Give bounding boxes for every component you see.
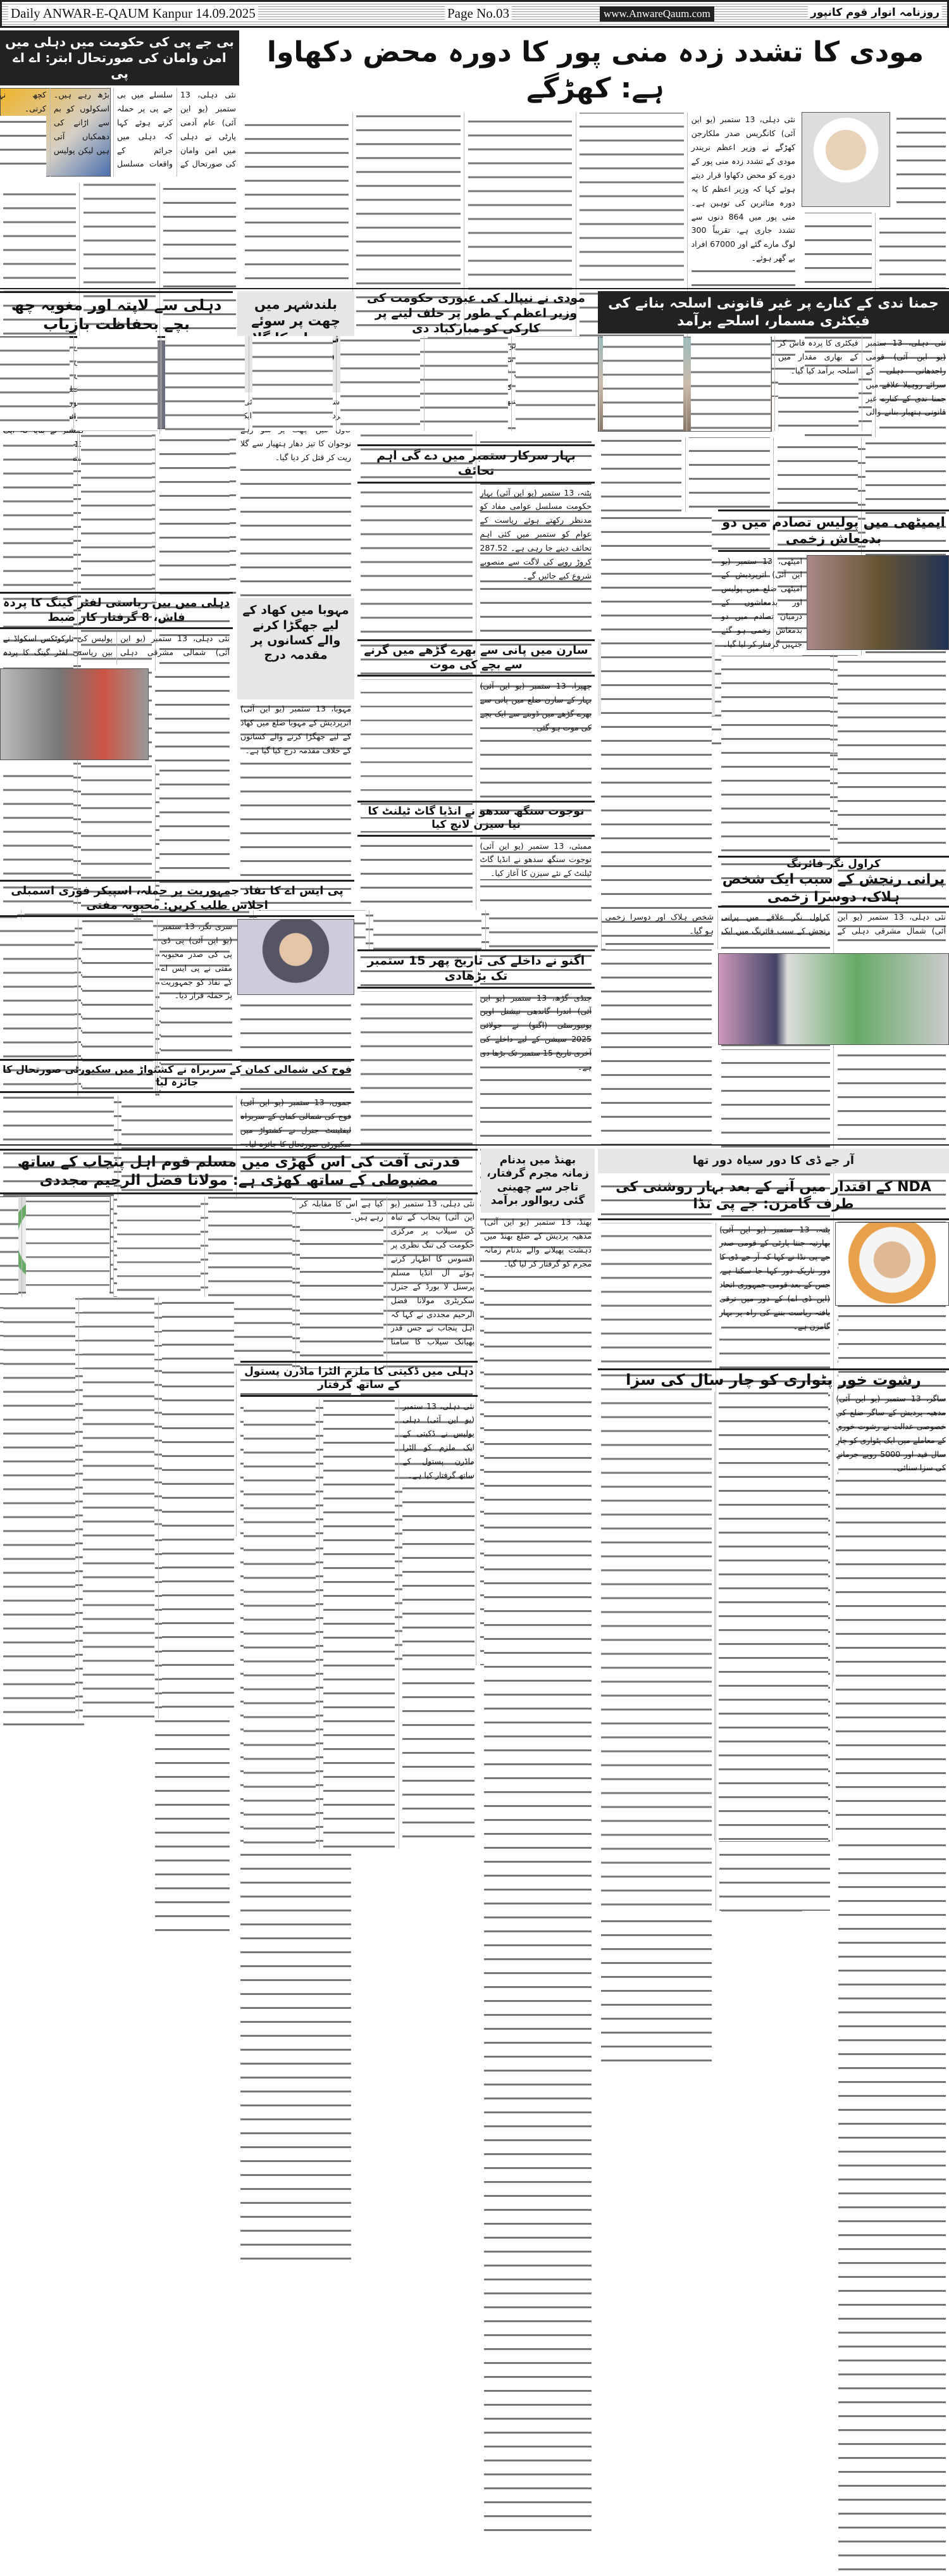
story-content	[0, 85, 239, 287]
story-content	[598, 334, 949, 506]
headline: ایمیٹھی میں پولیس تصادم میں دو بدمعاش زخمی	[718, 510, 949, 552]
headline: اگنو نے داخلے کی تاریخ پھر 15 ستمبر تک بڑھادی	[357, 949, 595, 989]
story-mahoba	[237, 598, 354, 877]
article-body: نئی دہلی، 13 ستمبر (یو این آئی) عام آدمی پارٹی نے دہلی میں امن وامان کی صورتحال کے سلسلے میں بی جے پی پر حملہ کرتے ہوئے کہا کہ دہلی میں جرائم کے واقعات مسلسل	[114, 85, 239, 179]
story-content	[718, 552, 949, 855]
story-content	[0, 917, 354, 1057]
article-body-continued	[802, 210, 949, 287]
headline: بہار سرکار ستمبر میں دے گی اہم تحائف	[357, 444, 595, 484]
story-patwari-sentence	[598, 1368, 949, 1510]
photo-mehbooba-mufti	[237, 919, 354, 995]
headline: بلندشہر میں چھت پر سوئے نوجوان کا گلا ریت کر قتل	[237, 291, 354, 392]
headline: پی ایس اے کا نفاذ جمہوریت پر حملہ، اسپیکر فوری اسمبلی اجلاس طلب کریں: محبوبہ مفتی	[0, 880, 354, 917]
headline: قدرتی آفت کی اس گھڑی میں مسلم قوم اہل پنجاب کے ساتھ مضبوطی کے ساتھ کھڑی ہے: مولانا فضل الرحیم مجددی	[0, 1149, 478, 1194]
headline: دہلی سے لاپتہ اور مغویہ چھ بچے بحفاظت بازیاب	[0, 291, 233, 338]
story-amethi-encounter	[718, 510, 949, 854]
article-body: نئی دہلی، 13 ستمبر (یو این آئی) دہلی پولیس کی کرائم برانچ نے مختلف جگہوں سے بچوں کا سراغ لگایا۔ کرائم برانچ کے ڈپٹی کمشنر نے بتایا کہ ایک 13 سالہ بچی کو 7 ستمبر کو بازیاب کیا گیا۔	[0, 338, 87, 430]
article-body-continued	[835, 1308, 949, 1368]
headline: NDA کے اقتدار میں آنے کے بعد بہار روشنی کی طرف گامزن: جے پی نڈا	[598, 1173, 949, 1220]
article-body: نئی دہلی، 13 ستمبر (یو این آئی) شمالی مشرقی دہلی پولیس کی نارکوٹکس اسکواڈ نے بین ریاستی لفٹر گینگ کا پردہ	[0, 629, 233, 667]
kicker: آر جے ڈی کا دور سیاہ دور تھا	[598, 1149, 949, 1173]
headline: رشوت خور پٹواری کو چار سال کی سزا	[598, 1368, 949, 1389]
headline: بی جے پی کی حکومت میں دہلی میں امن وامان کی صورتحال ابتر: اے اے پی	[0, 30, 239, 85]
article-body: بلندشہر، 13 ستمبر (یو این آئی) اترپردیش کے بلندشہر کے ایک گاؤں میں چھت پر سو رہے نوجوان کا تیز دھار ہتھیار سے گلا ریت کر قتل کر دیا گیا۔	[237, 392, 354, 595]
headline: دہلی میں ڈکیتی کا ملزم الٹرا ماڈرن پستول کے ساتھ گرفتار	[240, 1361, 478, 1397]
story-bhind	[481, 1149, 595, 1510]
article-body: پٹنہ، 13 ستمبر (یو این آئی) بھارتیہ جنتا پارٹی کے قومی صدر جے پی نڈا نے کہا کہ آر جے ڈی کا دور تاریک دور کہا جا سکتا ہے، جس کے بعد قومی جمہوری اتحاد (این ڈی اے) کے دور میں ترقی یافتہ ریاست بننے کی راہ پر بہار گامزن ہے۔	[598, 1220, 833, 1368]
story-content	[242, 110, 949, 287]
headline: جمنا ندی کے کنارے پر غیر قانونی اسلحہ بنانے کی فیکٹری مسمار، اسلحے برآمد	[598, 291, 949, 334]
story-saran	[357, 639, 595, 799]
article-body: نئی دہلی، 13 ستمبر (یو این آئی) کانگریس صدر ملکارجن کھڑگے نے وزیر اعظم نریندر مودی کے تشدد زدہ منی پور کے دورے کو محض دکھاوا قرار دیتے ہوئے کہا کہ وزیر اعظم کا یہ دورہ متاثرین کی توہین ہے۔ منی پور میں 864 دنوں سے تشدد جاری ہے، تقریباً 300 لوگ مارے گئے اور 67000 افراد بے گھر ہوئے۔	[242, 110, 798, 287]
photo-arrested-gang	[0, 668, 149, 760]
story-content	[0, 629, 233, 877]
story-mehbooba-mufti	[0, 880, 354, 1057]
article-body: چنڈی گڑھ، 13 ستمبر (یو این آئی) اندرا گاندھی نیشنل اوپن یونیورسٹی (اگنو) نے جولائی 2025 سیشن کے لیے داخلے کی آخری تاریخ 15 ستمبر تک بڑھا دی ہے۔	[357, 989, 595, 1140]
article-body: ساگر، 13 ستمبر (یو این آئی) مدھیہ پردیش کے ساگر ضلع کی خصوصی عدالت نے رشوت خوری کے معاملے میں ایک پٹواری کو چار سال قید اور 5000 روپے جرمانے کی سزا سنائی۔	[598, 1389, 949, 1510]
photo-kharge	[802, 112, 890, 207]
headline: بھنڈ میں بدنام زمانہ مجرم گرفتار، تاجر سے چھینی گئی ریوالور برآمد	[481, 1149, 595, 1213]
article-body-continued	[0, 432, 233, 589]
headline: دہلی میں بین ریاستی لفٹر گینگ کا پردہ فاش، 8 گرفتار کار ضبط	[0, 592, 233, 629]
article-body: امیٹھی، 13 ستمبر (یو این آئی) اترپردیش کے امیٹھی ضلع میں پولیس اور بدمعاشوں کے درمیان تصادم میں دو بدمعاش زخمی ہو گئے جنہیں گرفتار کر لیا گیا۔	[718, 552, 805, 652]
article-body-continued	[598, 435, 949, 506]
page-number: Page No.03	[445, 6, 512, 22]
article-body-side	[893, 110, 949, 209]
story-yamuna-arms-factory	[598, 291, 949, 506]
article-body: جموں، 13 ستمبر (یو این آئی) فوج کی شمالی کمان کے سربراہ لیفٹیننٹ جنرل نے کشتواڑ میں	[0, 1093, 354, 1141]
article-body: پٹنہ، 13 ستمبر (یو این آئی) بہار حکومت مسلسل عوامی مفاد کو مدنظر رکھتے ہوئے ریاست کے عوام کو ستمبر میں کئی اہم تحائف دینے جا رہی ہے۔ 287.52 کروڑ روپے کی لاگت سے منصوبے شروع کیے جائیں گے۔	[357, 484, 595, 638]
story-kharge-manipur	[242, 30, 949, 287]
article-body-continued	[598, 510, 715, 636]
article-body-continued	[718, 1047, 949, 1139]
story-karawal-nagar-firing	[605, 856, 949, 1139]
article-body: نئی دہلی، 13 ستمبر (یو این آئی) قومی راجدھانی دہلی کے سرائے روہیلا علاقے میں جمنا ندی کے کنارے غیر قانونی ہتھیار بنانے والی فیکٹری کا پردہ فاش کر کے بھاری مقدار میں اسلحہ برآمد کیا گیا۔	[775, 334, 949, 434]
divider	[0, 288, 949, 289]
article-body: پرتاپ گڑھ، 13 ستمبر (یو این آئی) اترپردیش کے پرتاپ گڑھ ضلع میں ایک شخص نے اپنی معصوم بیٹی کا قتل کر دیا۔ پولیس نے ملزم کو گرفتار کر لیا ہے۔	[598, 716, 715, 1139]
article-body-continued	[0, 180, 239, 287]
story-aap-delhi	[0, 30, 239, 287]
article-body: بھنڈ، 13 ستمبر (یو این آئی) مدھیہ پردیش کے ضلع بھنڈ میں دہشت پھیلانے والے بدنام زمانہ مجرم کو گرفتار کر لیا گیا۔	[481, 1213, 595, 1510]
headline: پرانی رنجش کے سبب ایک شخص ہلاک، دوسرا زخمی	[718, 871, 949, 908]
article-body: ممبئی، 13 ستمبر (یو این آئی) نوجوت سنگھ سدھو نے انڈیا گاٹ ٹیلنٹ کے نئے سیزن کا آغاز کیا۔	[357, 837, 595, 948]
article-body-side	[152, 668, 233, 760]
article-body: نئی دہلی، 13 ستمبر (یو این آئی) پنجاب کے تباہ کن سیلاب پر مرکزی حکومت کی تنگ نظری پر افسوس کا اظہار کرتے ہوئے آل انڈیا مسلم پرسنل لا بورڈ کے جنرل سکریٹری مولانا فضل الرحیم مجددی نے کہا کہ اہل پنجاب نے جس قدر بھیانک سیلاب کا سامنا کیا ہے اس کا مقابلہ کر رہے ہیں۔	[114, 1194, 478, 1372]
website-link[interactable]: www.AnwareQaum.com	[600, 6, 714, 22]
article-body: چھپرا، 13 ستمبر (یو این آئی) بہار کے سارن ضلع میں پانی سے بھرے گڑھے میں ڈوبنے سے ایک بچے کی موت ہو گئی۔	[357, 677, 595, 799]
masthead-date: Daily ANWAR-E-QAUM Kanpur 14.09.2025	[8, 6, 258, 22]
article-body: نئی دہلی، 13 ستمبر (یو این آئی) شمال مشرقی دہلی کے کراول نگر علاقے میں پرانی رنجش کے سبب فائرنگ میں ایک شخص ہلاک اور دوسرا زخمی ہو گیا۔	[718, 908, 949, 952]
article-body: مہوبا، 13 ستمبر (یو این آئی) اترپردیش کے مہوبا ضلع میں کھاد کے لیے جھگڑا کرنے والے کسانوں کے خلاف مقدمہ درج کیا گیا ہے۔	[237, 699, 354, 877]
story-ignou	[357, 949, 595, 1139]
story-content	[598, 1220, 949, 1368]
newspaper-logo: روزنامہ انوار قوم کانپور	[808, 6, 942, 19]
story-bihar-gifts	[357, 444, 595, 637]
headline: مہوبا میں کھاد کے لیے جھگڑا کرنے والے کسانوں پر مقدمہ درج	[237, 598, 354, 699]
headline: پرتاپ گڑھ میں والد کے ہاتھوں معصوم بیٹی قتل	[598, 639, 715, 716]
story-northern-command	[0, 1059, 354, 1141]
story-delhi-dacoity	[240, 1361, 478, 1510]
masthead	[0, 0, 949, 28]
photo-jp-nadda	[835, 1222, 949, 1306]
headline: نوجوت سنگھ سدھو نے انڈیا گاٹ ٹیلنٹ کا نیا سیزن لانچ کیا	[357, 801, 595, 837]
story-content	[718, 952, 949, 1139]
article-body: نئی دہلی، 13 ستمبر (یو این آئی) دہلی پولیس نے ڈکیتی کے ایک ملزم کو الٹرا ماڈرن پستول کے ساتھ گرفتار کیا ہے۔	[240, 1397, 478, 1510]
main-headline: مودی کا تشدد زدہ منی پور کا دورہ محض دکھاوا ہے: کھڑگے	[266, 36, 924, 105]
photo-encounter-site	[807, 555, 949, 650]
headline: مودی نے نیپال کی عبوری حکومت کی وزیر اعظم کے طور پر حلف لینے پر کارکی کو مبارکباد دی	[366, 291, 586, 335]
article-body-continued	[237, 997, 354, 1057]
article-body-continued	[0, 762, 233, 877]
article-body: سری نگر، 13 ستمبر (یو این آئی) پی ڈی پی کی صدر محبوبہ مفتی نے پی ایس اے کے نفاذ کو جمہوریت پر حملہ قرار دیا۔	[0, 917, 235, 1057]
headline: سارن میں پانی سے بھرے گڑھے میں گرنے سے بچے کی موت	[357, 639, 595, 677]
headline: فوج کی شمالی کمان کے سربراہ نے کشتواڑ میں سکیورٹی صورتحال کا جائزہ لیا	[0, 1059, 354, 1093]
story-nadda-bihar	[598, 1149, 949, 1367]
divider	[0, 1144, 949, 1146]
photo-firing-scene	[718, 953, 949, 1045]
kicker: کراول نگر فائرنگ	[718, 856, 949, 871]
story-lifter-gang	[0, 592, 233, 877]
article-body-continued	[0, 1294, 237, 1510]
article-body-continued	[718, 653, 949, 855]
article-body: نئی دہلی، 13 ستمبر (یو این آئی) وزیر اعظم نریندر مودی نے محترمہ سشیلا کارکی کو نیپال کی عبوری حکومت کی وزیر اعظم کا عہدہ سنبھالنے پر مبارکباد پیش کی ہے۔	[357, 336, 595, 443]
